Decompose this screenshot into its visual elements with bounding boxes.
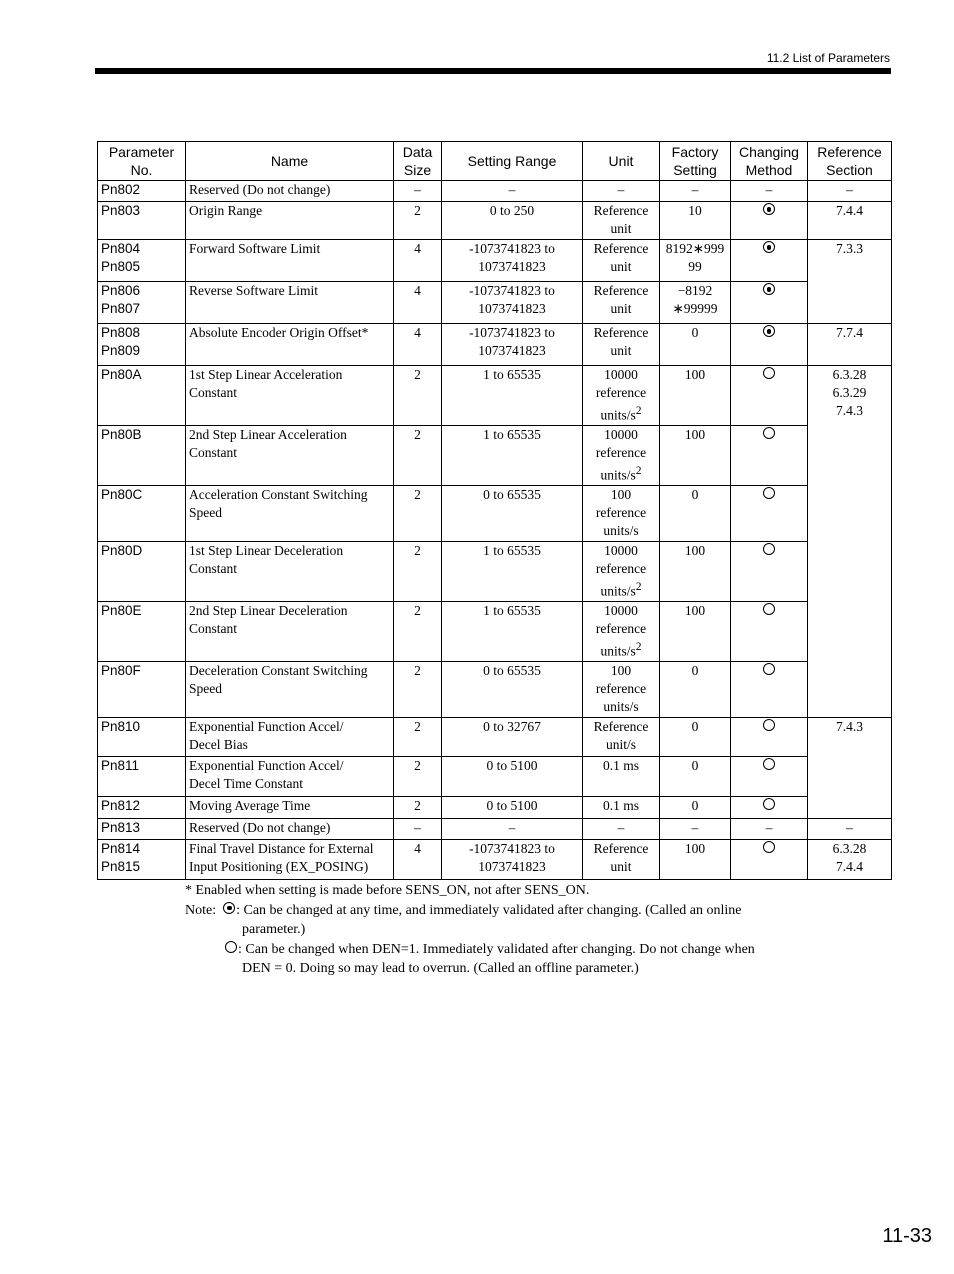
- offline-parameter-icon: [763, 367, 776, 380]
- page-number: 11-33: [882, 1225, 932, 1247]
- header-name: Name: [186, 142, 394, 181]
- table-row: Pn812 Moving Average Time 2 0 to 5100 0.1 ms 0: [98, 797, 892, 819]
- header-rule: [95, 68, 891, 74]
- table-row: Pn80B 2nd Step Linear Acceleration Constant 2 1 to 65535 10000 reference units/$s^2$ 100: [98, 426, 892, 486]
- offline-parameter-icon: [763, 719, 776, 732]
- offline-parameter-icon: [763, 427, 776, 440]
- online-parameter-icon: [763, 241, 776, 254]
- header-reference-section: Reference Section: [808, 142, 892, 181]
- running-head: 11.2 List of Parameters: [766, 51, 890, 65]
- table-row: Pn802 Reserved (Do not change) – – – – – –: [98, 181, 892, 202]
- table-notes: [185, 881, 805, 979]
- offline-parameter-icon: [225, 941, 238, 954]
- offline-parameter-icon: [763, 663, 776, 676]
- offline-parameter-icon: [763, 758, 776, 771]
- table-row: Pn80D 1st Step Linear Deceleration Constant 2 1 to 65535 10000 reference units/$s^2$ 100: [98, 542, 892, 602]
- note-offline: : Can be changed when DEN=1. Immediately validated after changing. Do not change when: [185, 940, 805, 960]
- header-unit: Unit: [583, 142, 660, 181]
- header-factory-setting: Factory Setting: [660, 142, 731, 181]
- online-parameter-icon: [223, 902, 236, 915]
- table-row: Pn80E 2nd Step Linear Deceleration Constant 2 1 to 65535 10000 reference units/$s^2$ 100: [98, 602, 892, 662]
- online-parameter-icon: [763, 203, 776, 216]
- offline-parameter-icon: [763, 487, 776, 500]
- footnote: * Enabled when setting is made before SENS_ON, not after SENS_ON.: [185, 883, 590, 898]
- offline-parameter-icon: [763, 543, 776, 556]
- table-row: Pn80C Acceleration Constant Switching Speed 2 0 to 65535 100 reference units/s 0: [98, 486, 892, 542]
- table-row: Pn804 Pn805 Forward Software Limit 4 -1073741823 to 1073741823 Reference unit 8192∗999 99 7.3.3: [98, 240, 892, 282]
- header-setting-range: Setting Range: [442, 142, 583, 181]
- note-online: Note: : Can be changed at any time, and immediately validated after changing. (Called an online: [185, 902, 742, 918]
- table-row: Pn80F Deceleration Constant Switching Speed 2 0 to 65535 100 reference units/s 0: [98, 662, 892, 718]
- offline-parameter-icon: [763, 603, 776, 616]
- table-row: Pn814 Pn815 Final Travel Distance for External Input Positioning (EX_POSING) 4 -1073741823 to 1073741823 Reference unit 100 6.3.28 7.4.4: [98, 840, 892, 880]
- parameter-table: [97, 141, 892, 880]
- note-online-cont: parameter.): [242, 922, 306, 937]
- table-row: Pn806 Pn807 Reverse Software Limit 4 -1073741823 to 1073741823 Reference unit −8192 ∗99999: [98, 282, 892, 324]
- table-row: Pn803 Origin Range 2 0 to 250 Reference unit 10 7.4.4: [98, 202, 892, 240]
- header-parameter-no: Parameter No.: [98, 142, 186, 181]
- table-row: Pn80A 1st Step Linear Acceleration Constant 2 1 to 65535 10000 reference units/$s^2$ 100 6.3.28 6.3.29 7.4.3: [98, 366, 892, 426]
- online-parameter-icon: [763, 283, 776, 296]
- online-parameter-icon: [763, 325, 776, 338]
- table-row: Pn811 Exponential Function Accel/ Decel Time Constant 2 0 to 5100 0.1 ms 0: [98, 757, 892, 797]
- offline-parameter-icon: [763, 798, 776, 811]
- table-row: Pn808 Pn809 Absolute Encoder Origin Offset* 4 -1073741823 to 1073741823 Reference unit 0 7.7.4: [98, 324, 892, 366]
- table-header-row: [98, 142, 892, 181]
- note-offline-cont: DEN = 0. Doing so may lead to overrun. (Called an offline parameter.): [242, 961, 639, 976]
- table-row: Pn810 Exponential Function Accel/ Decel Bias 2 0 to 32767 Reference unit/s 0 7.4.3: [98, 718, 892, 757]
- table-row: Pn813 Reserved (Do not change) – – – – – –: [98, 819, 892, 840]
- header-data-size: Data Size: [394, 142, 442, 181]
- offline-parameter-icon: [763, 841, 776, 854]
- header-changing-method: Changing Method: [731, 142, 808, 181]
